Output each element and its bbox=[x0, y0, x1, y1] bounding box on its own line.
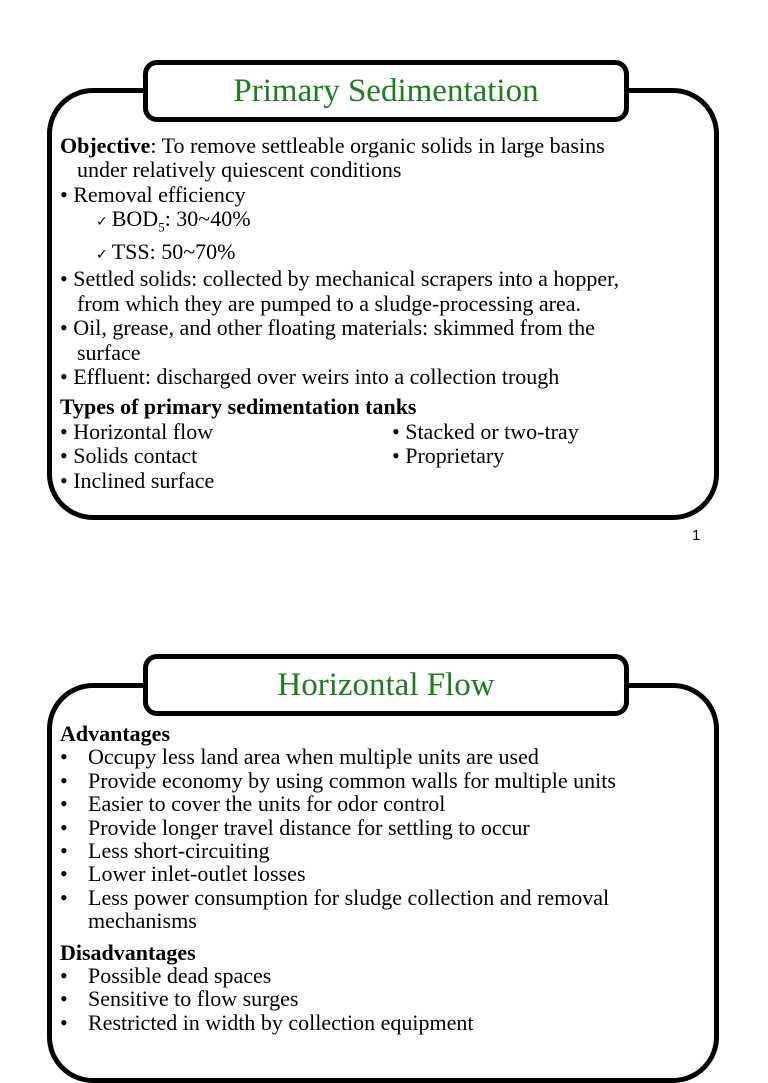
slide-1-content bbox=[60, 134, 710, 493]
settled-solids-continuation: from which they are pumped to a sludge-processing area. bbox=[77, 290, 581, 316]
slide-2-content bbox=[60, 722, 710, 1034]
bod-value: : 30~40% bbox=[164, 206, 251, 232]
bod-label: BOD bbox=[111, 206, 159, 232]
advantage-item: • Less short-circuiting bbox=[60, 838, 270, 864]
disadvantages-heading: Disadvantages bbox=[60, 939, 196, 965]
advantage-item: • Occupy less land area when multiple units are used bbox=[60, 744, 539, 770]
oil-grease-item: • Oil, grease, and other floating materials: skimmed from the bbox=[60, 315, 595, 341]
type-item: • Proprietary bbox=[392, 443, 505, 469]
advantages-heading: Advantages bbox=[60, 721, 171, 746]
slide-2-title: Horizontal Flow bbox=[277, 666, 495, 703]
objective-text: : To remove settleable organic solids in large basins bbox=[150, 133, 605, 158]
bod-item bbox=[60, 207, 710, 240]
disadvantage-item: • Sensitive to flow surges bbox=[60, 986, 299, 1012]
advantage-item: • Provide economy by using common walls for multiple units bbox=[60, 767, 616, 793]
slide-1-title-box bbox=[143, 60, 629, 122]
settled-solids-item: • Settled solids: collected by mechanical scrapers into a hopper, bbox=[60, 266, 620, 292]
advantage-item: • Less power consumption for sludge collection and removal bbox=[60, 884, 610, 910]
slide-2-title-box bbox=[143, 654, 629, 716]
bod-subscript: 5 bbox=[158, 219, 165, 235]
tss-item bbox=[60, 240, 710, 267]
check-icon: ✓ bbox=[96, 247, 108, 264]
advantage-item: • Lower inlet-outlet losses bbox=[60, 861, 306, 887]
check-icon: ✓ bbox=[96, 214, 108, 231]
objective-label: Objective bbox=[60, 133, 151, 158]
oil-grease-continuation: surface bbox=[77, 339, 141, 365]
effluent-item: • Effluent: discharged over weirs into a collection trough bbox=[60, 364, 560, 390]
type-item: • Solids contact bbox=[60, 443, 198, 469]
advantage-continuation: mechanisms bbox=[88, 908, 197, 934]
slide-1-title: Primary Sedimentation bbox=[233, 72, 539, 109]
types-left-column bbox=[60, 420, 392, 493]
types-heading: Types of primary sedimentation tanks bbox=[60, 394, 417, 420]
advantage-item: • Easier to cover the units for odor control bbox=[60, 791, 446, 817]
page-number: 1 bbox=[692, 527, 701, 544]
types-list bbox=[60, 420, 710, 493]
type-item: • Inclined surface bbox=[60, 467, 215, 493]
objective-line bbox=[60, 134, 710, 158]
advantage-item: • Provide longer travel distance for settling to occur bbox=[60, 814, 530, 840]
disadvantage-item: • Restricted in width by collection equipment bbox=[60, 1009, 474, 1035]
disadvantage-item: • Possible dead spaces bbox=[60, 963, 272, 989]
removal-efficiency-item: • Removal efficiency bbox=[60, 181, 246, 207]
types-right-column bbox=[392, 420, 579, 493]
objective-continuation: under relatively quiescent conditions bbox=[77, 157, 402, 183]
tss-value: TSS: 50~70% bbox=[111, 239, 236, 265]
type-item: • Stacked or two-tray bbox=[392, 418, 579, 444]
type-item: • Horizontal flow bbox=[60, 418, 214, 444]
